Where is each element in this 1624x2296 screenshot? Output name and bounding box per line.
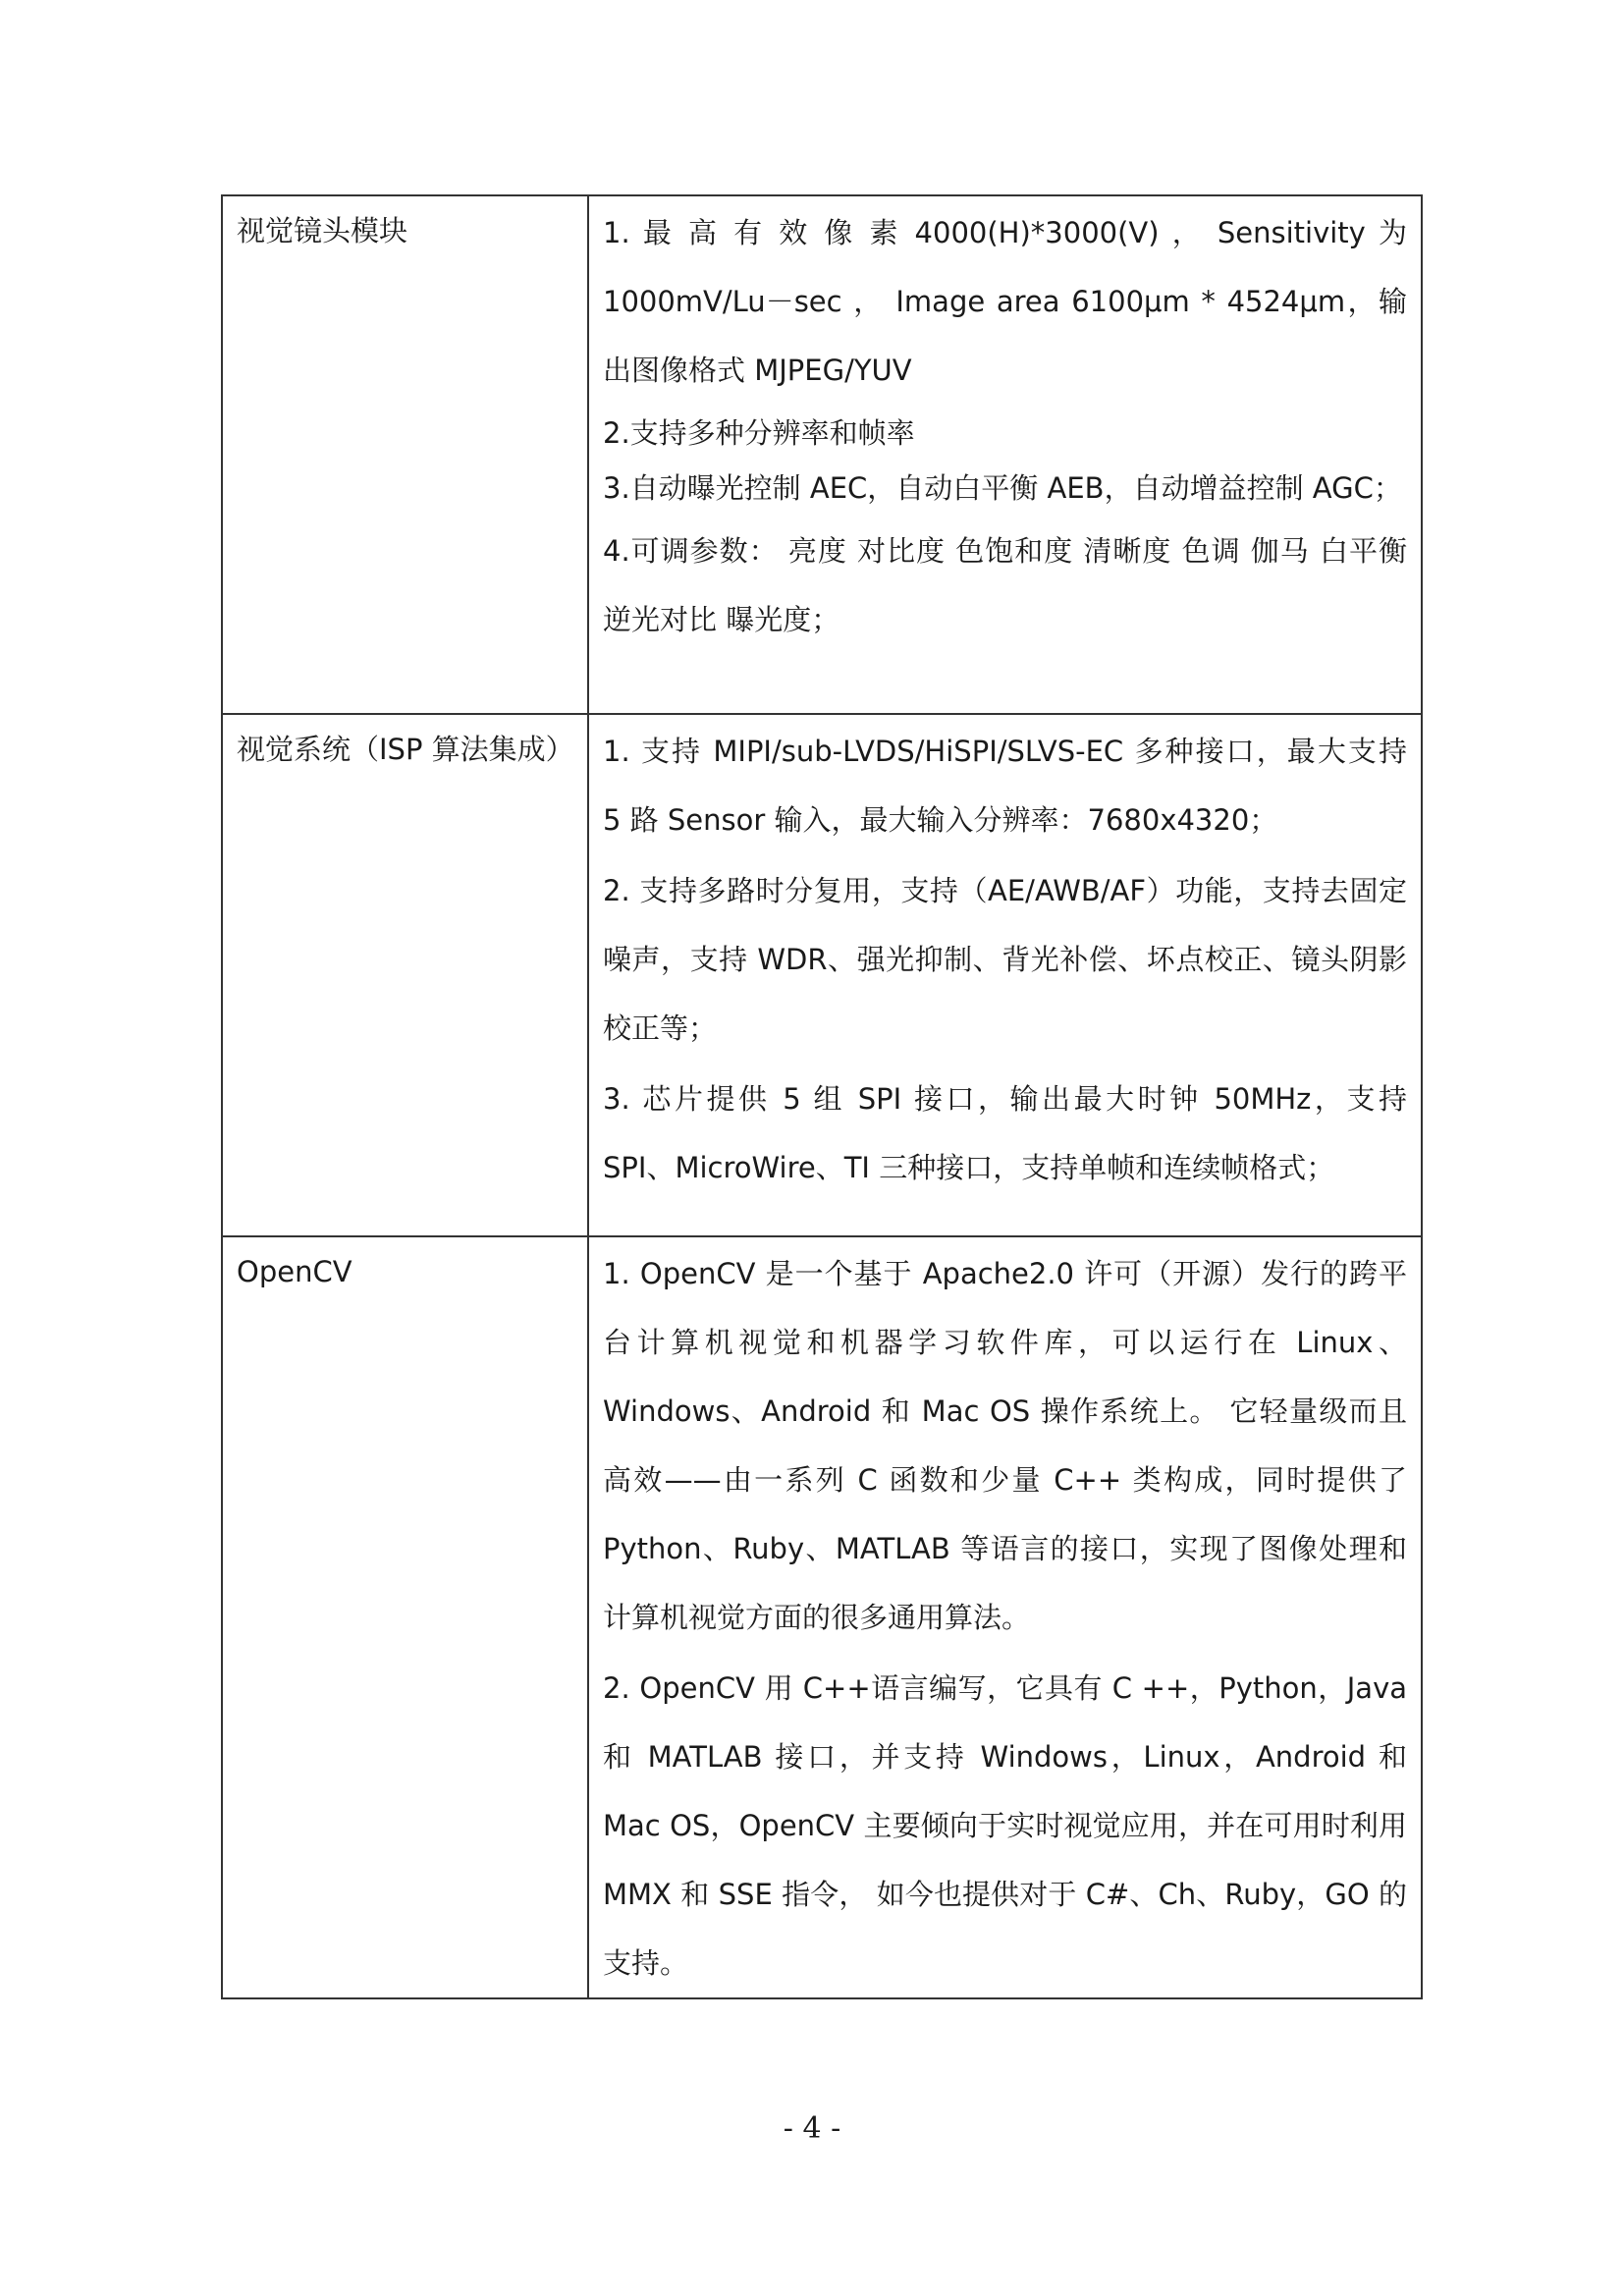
description-paragraph: 3. 芯片提供 5 组 SPI 接口，输出最大时钟 50MHz，支持 SPI、MicroWire、TI 三种接口，支持单帧和连续帧格式； bbox=[603, 1082, 1407, 1184]
spec-table bbox=[221, 194, 1423, 1999]
row-description-cell bbox=[588, 1236, 1422, 1998]
table-row bbox=[222, 714, 1422, 1236]
row-description-cell bbox=[588, 714, 1422, 1236]
description-paragraph: 1. 支持 MIPI/sub-LVDS/HiSPI/SLVS-EC 多种接口，最大支持 5 路 Sensor 输入，最大输入分辨率：7680x4320； bbox=[603, 735, 1407, 837]
description-paragraph: 2. 支持多路时分复用，支持（AE/AWB/AF）功能，支持去固定噪声，支持 WDR、强光抑制、背光补偿、坏点校正、镜头阴影校正等； bbox=[603, 874, 1407, 1045]
row-name: OpenCV bbox=[237, 1255, 352, 1288]
description-paragraph: 3.自动曝光控制 AEC，自动白平衡 AEB，自动增益控制 AGC； bbox=[603, 471, 1402, 505]
row-name-cell bbox=[222, 1236, 588, 1998]
row-description-cell bbox=[588, 195, 1422, 714]
row-name: 视觉系统（ISP 算法集成） bbox=[237, 733, 574, 766]
description-paragraph: 1. 最 高 有 效 像 素 4000(H)*3000(V) ， Sensitivity 为 1000mV/Lu－sec ， Image area 6100μm * 4524μm，输出图像格式 MJPEG/YUV bbox=[603, 216, 1407, 387]
table-row bbox=[222, 195, 1422, 714]
description-paragraph: 2. OpenCV 用 C++语言编写，它具有 C ++，Python，Java 和 MATLAB 接口，并支持 Windows，Linux，Android 和 Mac OS，OpenCV 主要倾向于实时视觉应用，并在可用时利用 MMX 和 SSE 指令， 如今也提供对于 C#、Ch、Ruby，GO 的支持。 bbox=[603, 1671, 1407, 1980]
row-name: 视觉镜头模块 bbox=[237, 214, 408, 247]
row-name-cell bbox=[222, 714, 588, 1236]
page-number: - 4 - bbox=[783, 2111, 841, 2146]
description-paragraph: 4.可调参数： 亮度 对比度 色饱和度 清晰度 色调 伽马 白平衡 逆光对比 曝光度； bbox=[603, 534, 1407, 636]
description-paragraph: 1. OpenCV 是一个基于 Apache2.0 许可（开源）发行的跨平台计算机视觉和机器学习软件库，可以运行在 Linux、Windows、Android 和 Mac OS 操作系统上。 它轻量级而且高效——由一系列 C 函数和少量 C++ 类构成，同时提供了 Python、Ruby、MATLAB 等语言的接口，实现了图像处理和计算机视觉方面的很多通用算法。 bbox=[603, 1257, 1407, 1634]
table-row bbox=[222, 1236, 1422, 1998]
row-name-cell bbox=[222, 195, 588, 714]
description-paragraph: 2.支持多种分辨率和帧率 bbox=[603, 416, 915, 450]
